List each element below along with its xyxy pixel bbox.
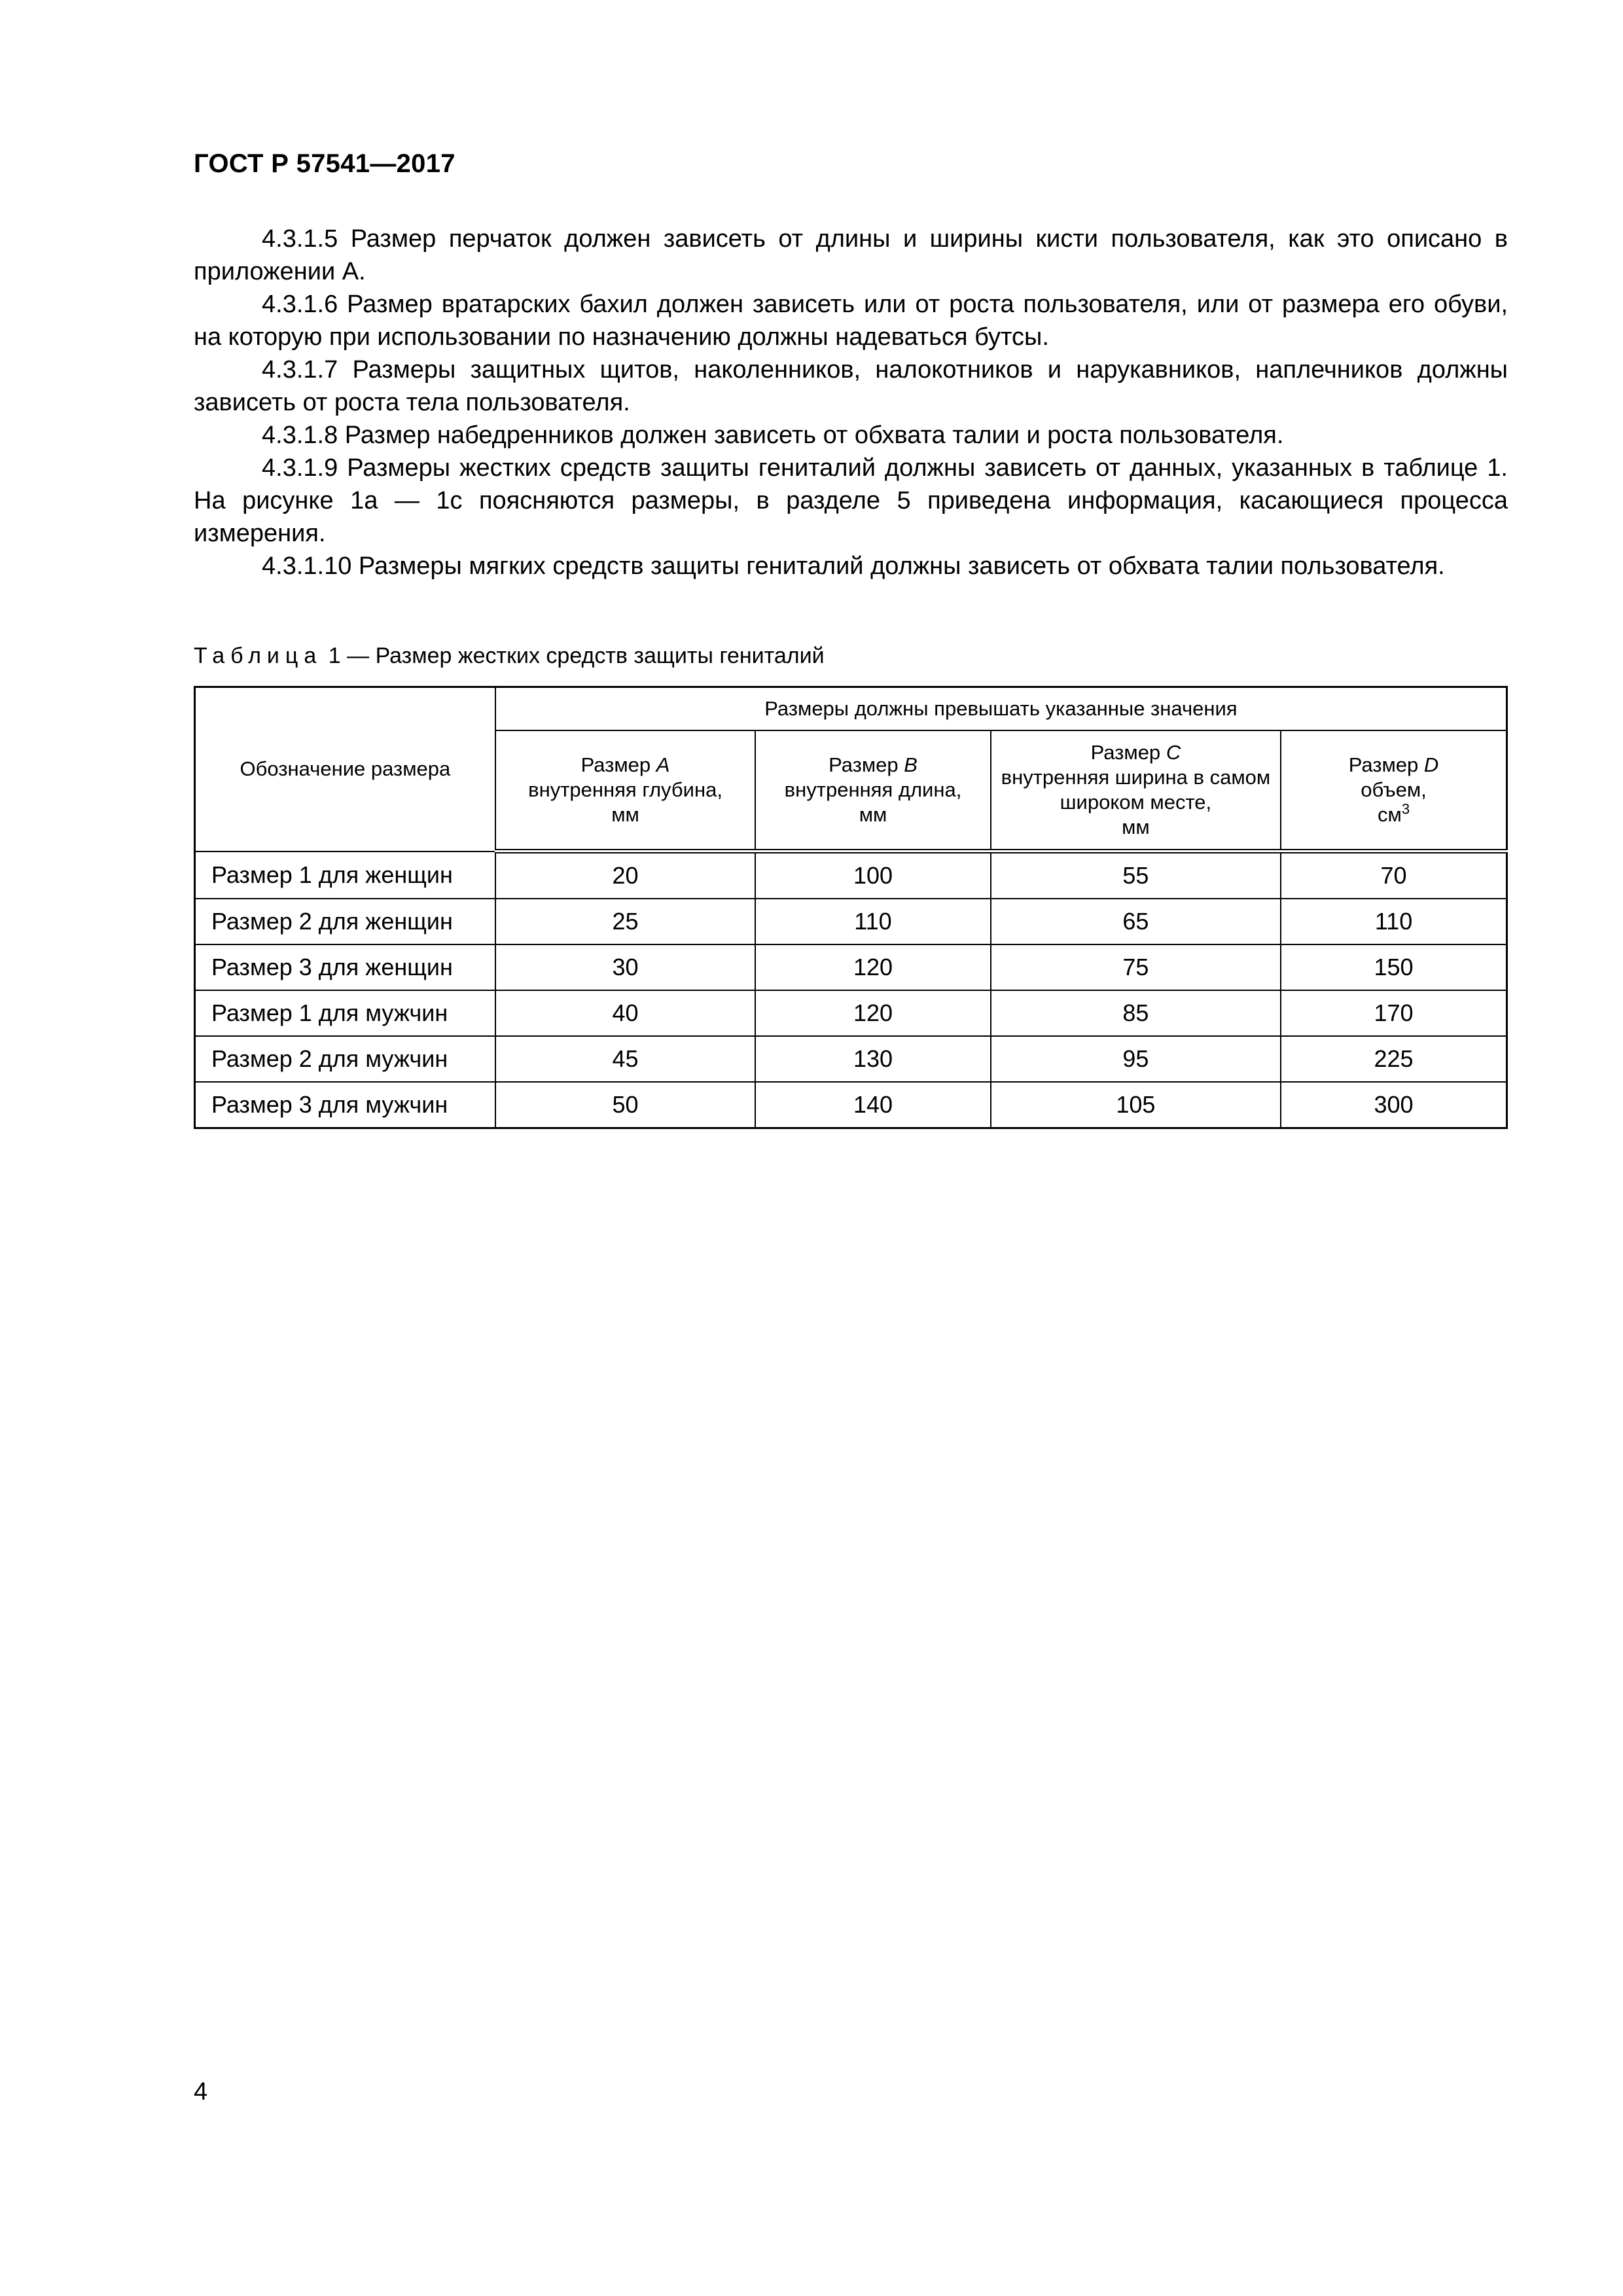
header-size-a-name: Размер	[580, 753, 651, 776]
table-caption-label: Таблица	[194, 643, 323, 668]
header-size-d-letter: D	[1423, 753, 1439, 776]
row-label: Размер 2 для женщин	[195, 899, 495, 944]
page-number: 4	[194, 2078, 208, 2106]
table-cell: 110	[1281, 899, 1507, 944]
table-row	[195, 852, 1507, 899]
table-row	[195, 944, 1507, 990]
table-cell: 25	[495, 899, 755, 944]
table-caption-text: 1 — Размер жестких средств защиты гениталий	[328, 643, 825, 668]
paragraph-4-3-1-6: 4.3.1.6 Размер вратарских бахил должен зависеть или от роста пользователя, или от размера его обуви, на которую при использовании по назначению должны надеваться бутсы.	[194, 291, 1508, 351]
header-size-b-unit: мм	[859, 803, 887, 826]
header-size-c-desc: внутренняя ширина в самом широком месте,	[1001, 766, 1271, 814]
table-cell: 65	[991, 899, 1281, 944]
header-size-b-name: Размер	[829, 753, 899, 776]
paragraph-4-3-1-5: 4.3.1.5 Размер перчаток должен зависеть от длины и ширины кисти пользователя, как это описано в приложении А.	[194, 225, 1508, 285]
header-designation: Обозначение размера	[195, 687, 495, 852]
table-cell: 300	[1281, 1082, 1507, 1128]
table-row	[195, 1082, 1507, 1128]
table-cell: 140	[755, 1082, 991, 1128]
header-size-a-letter: A	[656, 753, 670, 776]
table-cell: 20	[495, 852, 755, 899]
table-cell: 105	[991, 1082, 1281, 1128]
table-row	[195, 990, 1507, 1036]
table-cell: 40	[495, 990, 755, 1036]
table-cell: 100	[755, 852, 991, 899]
table-caption	[194, 643, 825, 669]
table-cell: 75	[991, 944, 1281, 990]
header-size-c	[991, 730, 1281, 852]
header-size-a	[495, 730, 755, 852]
row-label: Размер 1 для женщин	[195, 852, 495, 899]
document-header: ГОСТ Р 57541—2017	[194, 149, 455, 178]
row-label: Размер 3 для мужчин	[195, 1082, 495, 1128]
table-row	[195, 899, 1507, 944]
table-cell: 170	[1281, 990, 1507, 1036]
header-size-c-name: Размер	[1090, 741, 1161, 764]
paragraph-4-3-1-10: 4.3.1.10 Размеры мягких средств защиты гениталий должны зависеть от обхвата талии пользователя.	[262, 552, 1445, 580]
table-row	[195, 1036, 1507, 1082]
table-cell: 55	[991, 852, 1281, 899]
size-table	[194, 686, 1508, 1129]
table-cell: 130	[755, 1036, 991, 1082]
header-size-a-desc: внутренняя глубина,	[528, 778, 722, 801]
table-cell: 30	[495, 944, 755, 990]
paragraph-4-3-1-9: 4.3.1.9 Размеры жестких средств защиты гениталий должны зависеть от данных, указанных в таблице 1. На рисунке 1а — 1с поясняются размеры, в разделе 5 приведена информация, касающиеся процесса измерения.	[194, 454, 1508, 547]
table-cell: 150	[1281, 944, 1507, 990]
row-label: Размер 1 для мужчин	[195, 990, 495, 1036]
paragraph-4-3-1-7: 4.3.1.7 Размеры защитных щитов, наколенников, налокотников и нарукавников, наплечников должны зависеть от роста тела пользователя.	[194, 356, 1508, 416]
table-body	[195, 852, 1507, 1128]
table-cell: 85	[991, 990, 1281, 1036]
header-size-d-unit-sup: 3	[1401, 800, 1410, 817]
header-size-d-name: Размер	[1348, 753, 1419, 776]
body-text	[194, 223, 1508, 583]
header-group: Размеры должны превышать указанные значения	[495, 687, 1507, 731]
table-cell: 120	[755, 944, 991, 990]
header-size-b-desc: внутренняя длина,	[784, 778, 962, 801]
header-size-a-unit: мм	[611, 803, 639, 826]
header-size-d-desc: объем,	[1361, 778, 1427, 801]
table-cell: 45	[495, 1036, 755, 1082]
header-size-d-unit: см	[1378, 803, 1402, 826]
header-size-c-unit: мм	[1122, 816, 1150, 838]
header-size-c-letter: C	[1166, 741, 1181, 764]
table-cell: 50	[495, 1082, 755, 1128]
header-size-b-letter: B	[904, 753, 918, 776]
paragraph-4-3-1-8: 4.3.1.8 Размер набедренников должен зависеть от обхвата талии и роста пользователя.	[262, 422, 1284, 449]
table-cell: 110	[755, 899, 991, 944]
table-cell: 225	[1281, 1036, 1507, 1082]
table-cell: 70	[1281, 852, 1507, 899]
row-label: Размер 3 для женщин	[195, 944, 495, 990]
table-cell: 95	[991, 1036, 1281, 1082]
header-size-b	[755, 730, 991, 852]
header-size-d	[1281, 730, 1507, 852]
table-cell: 120	[755, 990, 991, 1036]
row-label: Размер 2 для мужчин	[195, 1036, 495, 1082]
